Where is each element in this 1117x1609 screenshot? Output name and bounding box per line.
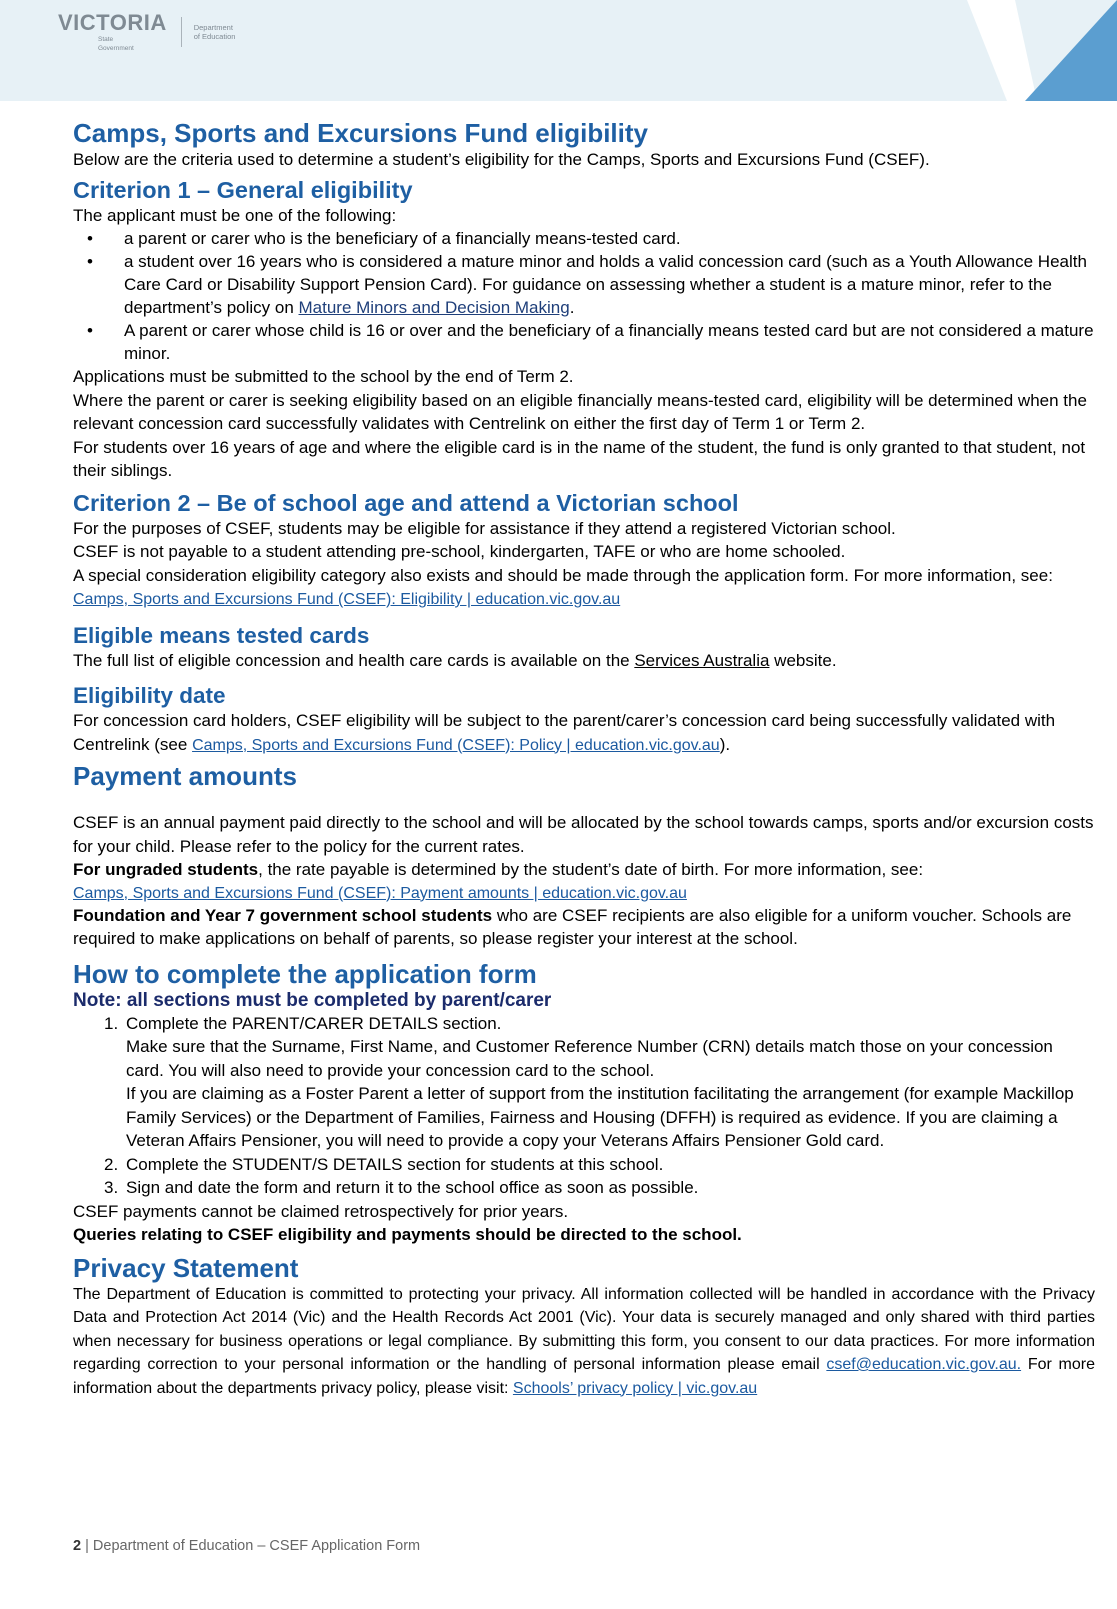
page-title: Camps, Sports and Excursions Fund eligibility (73, 118, 648, 148)
mature-minors-link[interactable]: Mature Minors and Decision Making (298, 298, 570, 317)
date-text-1: For concession card holders, CSEF eligibility will be subject to the parent/carer’s concession card being successfully validated with Centrelink (see (73, 711, 1056, 754)
list-item (73, 319, 1095, 365)
payment-p1: CSEF is an annual payment paid directly to the school and will be allocated by the school towards camps, sports and/or excursion costs for your child. Please refer to the policy for the current rates. (73, 813, 1094, 856)
cards-text-1: The full list of eligible concession and health care cards is available on the (73, 650, 635, 670)
bullet2-text: a student over 16 years who is considered a mature minor and holds a valid concession card (such as a Youth Allowance Health Care Card or Disability Support Pension Card). For guidance on assessing whether a student is a mature minor, refer to the department’s policy on (124, 252, 1087, 317)
csef-email-link[interactable]: csef@education.vic.gov.au. (826, 1356, 1022, 1373)
cards-text-2: website. (769, 650, 837, 670)
blue-triangle-shape (1025, 0, 1117, 101)
main-content (73, 118, 1095, 1400)
policy-link[interactable]: Camps, Sports and Excursions Fund (CSEF): Policy | education.vic.gov.au (192, 736, 720, 754)
bullet3-text: A parent or carer whose child is 16 or over and the beneficiary of a financially means tested card but are not considered a mature minor. (124, 321, 1094, 363)
howto-note: Note: all sections must be completed by parent/carer (73, 989, 552, 1011)
header-decoration (967, 0, 1117, 101)
privacy-text (73, 1283, 1095, 1401)
date-heading: Eligibility date (73, 683, 226, 708)
list-item (73, 1176, 1095, 1200)
privacy-policy-link[interactable]: Schools’ privacy policy | vic.gov.au (512, 1379, 758, 1397)
criterion1-p3: For students over 16 years of age and where the eligible card is in the name of the student, the fund is only granted to that student, not their siblings. (73, 437, 1086, 480)
payment-p2-bold: For ungraded students (73, 860, 259, 879)
logo-divider (181, 17, 182, 47)
date-text (73, 709, 1095, 757)
services-australia-link[interactable]: Services Australia (634, 650, 770, 670)
criterion2-heading: Criterion 2 – Be of school age and attend a Victorian school (73, 489, 739, 516)
payment-p2-text: , the rate payable is determined by the student’s date of birth. For more information, see: (258, 860, 924, 879)
criterion2-p3 (73, 564, 1095, 612)
white-triangle-shape (967, 0, 1037, 101)
privacy-text-2: For more information about the departments privacy policy, please visit: (73, 1356, 1096, 1397)
howto-heading: How to complete the application form (73, 958, 537, 989)
step-number: 2. (104, 1154, 119, 1174)
page-number: 2 (73, 1538, 82, 1554)
bullet2-end: . (569, 298, 575, 317)
list-item (73, 1012, 1095, 1153)
payment-p3-bold: Foundation and Year 7 government school students (73, 905, 493, 925)
payment-p3 (73, 904, 1095, 951)
dept-line-1: Department (193, 23, 233, 32)
intro-text: Below are the criteria used to determine a student’s eligibility for the Camps, Sports and Excursions Fund (CSEF). (73, 150, 930, 169)
howto-p1: CSEF payments cannot be claimed retrospectively for prior years. (73, 1201, 569, 1221)
privacy-text-1: The Department of Education is committed to protecting your privacy. All information collected will be handled in accordance with the Privacy Data and Protection Act 2014 (Vic) and the Health Records Act 2001 (Vic). Your data is securely managed and only shared with third parties when necessary for business operations or legal compliance. By submitting this form, you consent to our data practices. For more information regarding correction to your personal information or the handling of personal information please email (73, 1285, 1095, 1373)
page-header (0, 0, 1117, 101)
criterion1-lead: The applicant must be one of the following: (73, 205, 397, 225)
step-text: Complete the STUDENT/S DETAILS section for students at this school. (126, 1154, 664, 1174)
payment-p3-text: who are CSEF recipients are also eligible for a uniform voucher. Schools are required to make applications on behalf of parents, so please register your interest at the school. (73, 905, 1072, 948)
victoria-government-logo (58, 10, 235, 54)
privacy-heading: Privacy Statement (73, 1252, 299, 1283)
criterion2-p1: For the purposes of CSEF, students may be eligible for assistance if they attend a registered Victorian school. (73, 518, 896, 538)
payment-p2-link-line (73, 882, 1095, 904)
payment-heading: Payment amounts (73, 761, 297, 791)
criterion2-p2: CSEF is not payable to a student attending pre-school, kindergarten, TAFE or who are home schooled. (73, 542, 846, 561)
bullet1-text: a parent or carer who is the beneficiary of a financially means-tested card. (124, 229, 681, 248)
cards-text (73, 649, 1095, 673)
step-number: 1. (104, 1013, 119, 1033)
criterion1-list (73, 227, 1095, 365)
step-detail: Make sure that the Surname, First Name, and Customer Reference Number (CRN) details match those on your concession card. You will also need to provide your concession card to the school. (126, 1037, 1053, 1080)
footer-text: | Department of Education – CSEF Application Form (81, 1538, 421, 1554)
step-text: Complete the PARENT/CARER DETAILS section. (126, 1013, 502, 1033)
step-text: Sign and date the form and return it to the school office as soon as possible. (126, 1178, 699, 1197)
dept-line-2: of Education (193, 32, 236, 41)
list-item (73, 250, 1095, 319)
privacy-section (73, 1253, 1095, 1401)
criterion1-p1: Applications must be submitted to the school by the end of Term 2. (73, 367, 574, 386)
criterion1-heading: Criterion 1 – General eligibility (73, 176, 413, 203)
howto-p2: Queries relating to CSEF eligibility and payments should be directed to the school. (73, 1225, 742, 1244)
logo-sub-state: State (98, 36, 114, 43)
howto-steps (73, 1012, 1095, 1200)
logo-sub-government: Government (98, 45, 134, 52)
step-detail: If you are claiming as a Foster Parent a letter of support from the institution facilitating the arrangement (for example Mackillop Family Services) or the Department of Families, Fairness and Housing (DFFH) is required as evidence. If you are claiming a Veteran Affairs Pensioner, you will need to provide a copy your Veterans Affairs Pensioner Gold card. (126, 1084, 1074, 1150)
payment-amounts-link[interactable]: Camps, Sports and Excursions Fund (CSEF): Payment amounts | education.vic.gov.au (73, 884, 687, 902)
criterion2-p3-text: A special consideration eligibility category also exists and should be made through the application form. For more information, see: (73, 565, 1053, 585)
eligibility-link[interactable]: Camps, Sports and Excursions Fund (CSEF): Eligibility | education.vic.gov.au (73, 591, 621, 608)
date-text-2: ). (719, 734, 731, 754)
logo-wordmark: VICTORIA (58, 10, 167, 35)
criterion1-p2: Where the parent or carer is seeking eligibility based on an eligible financially means-tested card, eligibility will be determined when the relevant concession card successfully validates with Centrelink on either the first day of Term 1 or Term 2. (73, 390, 1087, 433)
list-item (73, 1153, 1095, 1177)
list-item (73, 227, 1095, 250)
step-number: 3. (104, 1178, 119, 1197)
page-footer (73, 1538, 420, 1554)
cards-heading: Eligible means tested cards (73, 622, 370, 648)
payment-p2 (73, 858, 1095, 882)
